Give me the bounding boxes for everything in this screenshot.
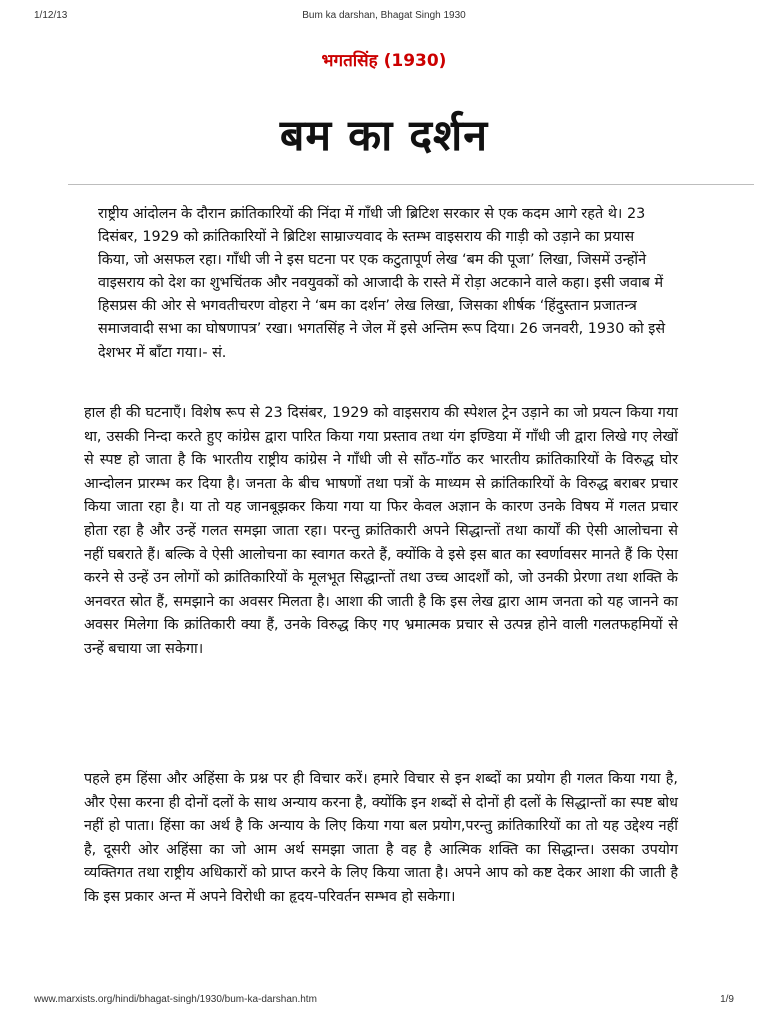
page-title: बम का दर्शन [279,111,489,161]
intro-text: राष्ट्रीय आंदोलन के दौरान क्रांतिकारियों की निंदा में गाँधी जी ब्रिटिश सरकार से एक कदम आगे रहते थे। 23 दिसंबर, 1929 को क्रांतिकारियों ने ब्रिटिश साम्राज्यवाद के स्तम्भ वाइसराय की गाड़ी को उड़ाने का प्रयास किया, जो असफल रहा। गाँधी जी ने इस घटना पर एक कटुतापूर्ण लेख ‘बम की पूजा’ लिखा, जिसमें उन्होंने वाइसराय को देश का शुभचिंतक और नवयुवकों को आजादी के रास्ते में रोड़ा अटकाने वाले कहा। इसी जवाब में हिसप्रस की ओर से भगवतीचरण वोहरा ने ‘बम का दर्शन’ लेख लिखा, जिसका शीर्षक ‘हिंदुस्तान प्रजातन्त्र समाजवादी सभा का घोषणापत्र’ रखा। भगतसिंह ने जेल में इसे अन्तिम रूप दिया। 26 जनवरी, 1930 को इसे देशभर में बाँटा गया।- सं. [98,206,666,361]
editor-intro [98,203,670,365]
horizontal-divider [68,184,754,185]
body-paragraph-2 [84,768,678,910]
source-url: www.marxists.org/hindi/bhagat-singh/1930/bum-ka-darshan.htm [34,994,317,1005]
print-document-title: Bum ka darshan, Bhagat Singh 1930 [302,10,466,21]
print-date: 1/12/13 [34,10,68,21]
paragraph-text: पहले हम हिंसा और अहिंसा के प्रश्न पर ही विचार करें। हमारे विचार से इन शब्दों का प्रयोग ही गलत किया गया है, और ऐसा करना ही दोनों दलों के साथ अन्याय करना है, क्योंकि इन शब्दों से दोनों ही दलों के सिद्धान्तों का स्पष्ट बोध नहीं हो पाता। हिंसा का अर्थ है कि अन्याय के लिए किया गया बल प्रयोग,परन्तु क्रांतिकारियों का तो यह उद्देश्य नहीं है, दूसरी ओर अहिंसा का जो आम अर्थ समझा जाता है वह है आत्मिक शक्ति का सिद्धान्त। उसका उपयोग व्यक्तिगत तथा राष्ट्रीय अधिकारों को प्राप्त करने के लिए किया जाता है। अपने आप को कष्ट देकर आशा की जाती है कि इस प्रकार अन्त में अपने विरोधी का हृदय-परिवर्तन सम्भव हो सकेगा। [84,771,678,905]
paragraph-text: हाल ही की घटनाएँ। विशेष रूप से 23 दिसंबर, 1929 को वाइसराय की स्पेशल ट्रेन उड़ाने का जो प्रयत्न किया गया था, उसकी निन्दा करते हुए कांग्रेस द्वारा पारित किया गया प्रस्ताव तथा यंग इण्डिया में गाँधी जी द्वारा लिखे गए लेखों से स्पष्ट हो जाता है कि भारतीय राष्ट्रीय कांग्रेस ने गाँधी जी से साँठ-गाँठ कर भारतीय क्रांतिकारियों के विरुद्ध घोर आन्दोलन प्रारम्भ कर दिया है। जनता के बीच भाषणों तथा पत्रों के माध्यम से क्रांतिकारियों के विरुद्ध बराबर प्रचार किया जाता रहा है। या तो यह जानबूझकर किया गया या फिर केवल अज्ञान के कारण उनके विषय में गलत प्रचार होता रहा है और उन्हें गलत समझा जाता रहा। परन्तु क्रांतिकारी अपने सिद्धान्तों तथा कार्यों की ऐसी आलोचना से नहीं घबराते हैं। बल्कि वे ऐसी आलोचना का स्वागत करते हैं, क्योंकि वे इसे इस बात का स्वर्णावसर मानते हैं कि ऐसा करने से उन्हें उन लोगों को क्रांतिकारियों के मूलभूत सिद्धान्तों तथा उच्च आदर्शों को, जो उनकी प्रेरणा तथा शक्ति के अनवरत स्रोत हैं, समझाने का अवसर मिलता है। आशा की जाती है कि इस लेख द्वारा आम जनता को यह जानने का अवसर मिलेगा कि क्रांतिकारी क्या हैं, उनके विरुद्ध किए गए भ्रमात्मक प्रचार से उत्पन्न होने वाली गलतफहमियों से उन्हें बचाया जा सकेगा। [84,405,678,657]
author-year-line: भगतसिंह (1930) [321,51,447,71]
page-number: 1/9 [720,994,734,1005]
body-paragraph-1 [84,402,678,662]
